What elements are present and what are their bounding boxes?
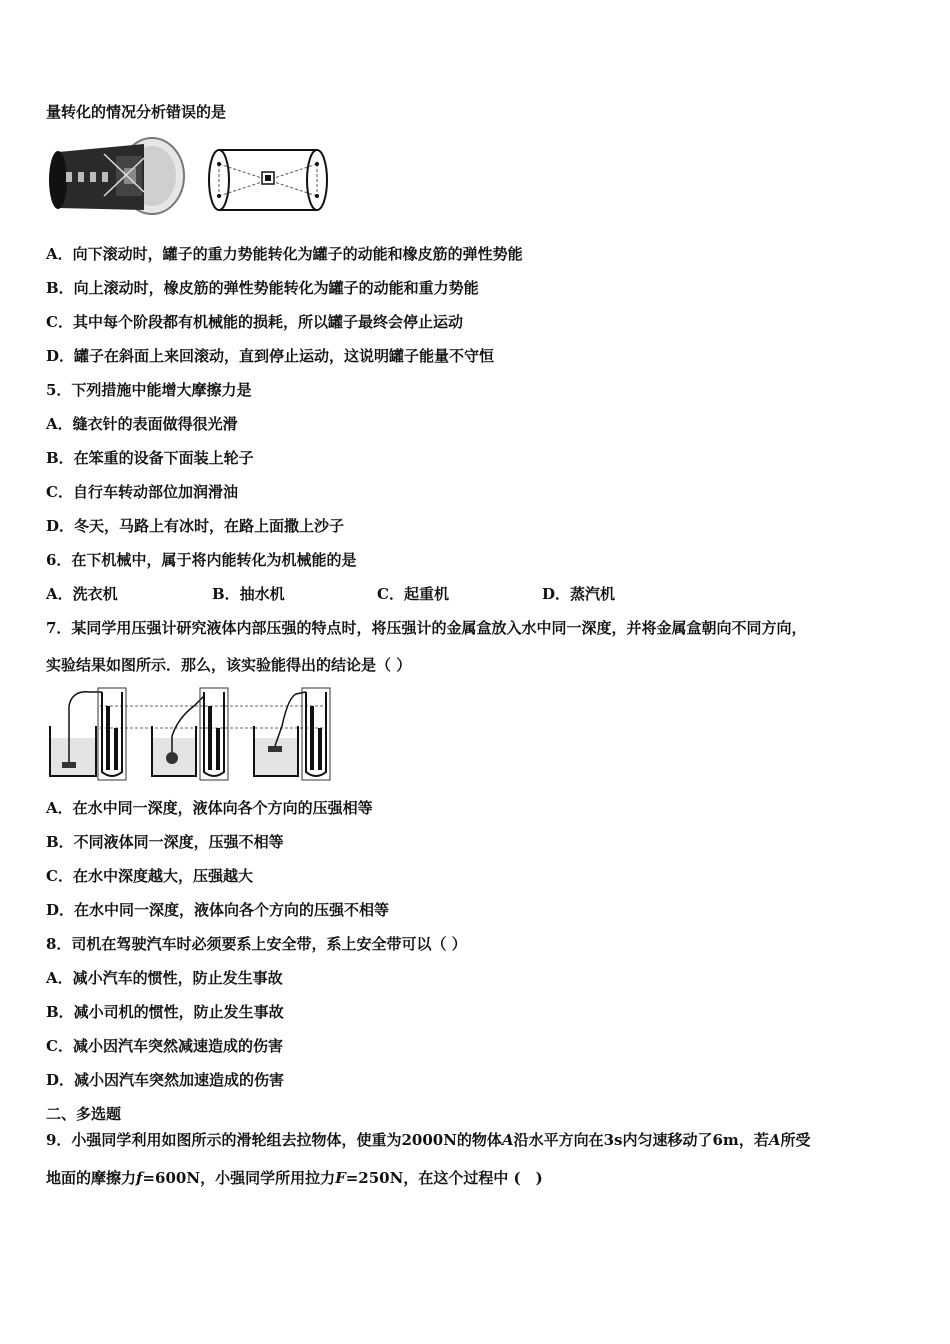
q7-stem-line2: 实验结果如图所示．那么，该实验能得出的结论是（ ） <box>46 656 412 674</box>
q9-weight: 2000N <box>401 1131 457 1149</box>
q9-text-3: 沿水平方向在 <box>513 1131 604 1149</box>
q9-friction-value: =600N <box>142 1169 201 1187</box>
q8-option-c: C．减小因汽车突然减速造成的伤害 <box>46 1037 283 1055</box>
q8-option-b: B．减小司机的惯性，防止发生事故 <box>46 1003 284 1021</box>
q4-option-d: D．罐子在斜面上来回滚动，直到停止运动，这说明罐子能量不守恒 <box>46 347 495 365</box>
q9-object-a-2: A <box>768 1131 781 1149</box>
q7-option-c: C．在水中深度越大，压强越大 <box>46 867 253 885</box>
pressure-gauge-figure <box>44 686 340 782</box>
q7-option-b: B．不同液体同一深度，压强不相等 <box>46 833 284 851</box>
q4-option-a: A．向下滚动时，罐子的重力势能转化为罐子的动能和橡皮筋的弹性势能 <box>46 245 523 263</box>
q9-text-1: 9．小强同学利用如图所示的滑轮组去拉物体，使重为 <box>46 1131 402 1149</box>
q9-force-value: =250N <box>345 1169 404 1187</box>
section-heading-multiple-choice: 二、多选题 <box>46 1105 122 1123</box>
apparatus-1 <box>50 688 126 780</box>
can-schematic <box>209 150 327 210</box>
q4-option-c: C．其中每个阶段都有机械能的损耗，所以罐子最终会停止运动 <box>46 313 463 331</box>
q5-stem: 5．下列措施中能增大摩擦力是 <box>46 381 252 399</box>
q9-text-8: ，小强同学所用拉力 <box>200 1169 336 1187</box>
q9-force-symbol: F <box>335 1169 346 1187</box>
q4-stem-tail: 量转化的情况分析错误的是 <box>46 103 227 121</box>
q5-option-c: C．自行车转动部位加润滑油 <box>46 483 238 501</box>
q9-stem-line2 <box>46 1168 543 1188</box>
q8-stem: 8．司机在驾驶汽车时必须要系上安全带，系上安全带可以（ ） <box>46 935 467 953</box>
q5-option-d: D．冬天，马路上有冰时，在路上面撒上沙子 <box>46 517 345 535</box>
q7-option-d: D．在水中同一深度，液体向各个方向的压强不相等 <box>46 901 390 919</box>
q5-option-a: A．缝衣针的表面做得很光滑 <box>46 415 238 433</box>
rolling-can-figure <box>44 134 334 220</box>
apparatus-3 <box>254 688 330 780</box>
q6-stem: 6．在下机械中，属于将内能转化为机械能的是 <box>46 551 357 569</box>
can-photo <box>49 138 184 214</box>
q9-text-7: 地面的摩擦力 <box>46 1169 137 1187</box>
q9-text-4: 内匀速移动了 <box>622 1131 713 1149</box>
q9-text-6: 所受 <box>780 1131 811 1149</box>
q6-option-c: C．起重机 <box>377 585 449 603</box>
q6-options <box>46 584 666 604</box>
q5-option-b: B．在笨重的设备下面装上轮子 <box>46 449 254 467</box>
q9-text-5: ，若 <box>738 1131 769 1149</box>
q9-object-a: A <box>501 1131 514 1149</box>
q9-friction-symbol: f <box>136 1169 143 1187</box>
q9-distance: 6m <box>712 1131 739 1149</box>
q9-text-2: 的物体 <box>456 1131 502 1149</box>
q8-option-a: A．减小汽车的惯性，防止发生事故 <box>46 969 283 987</box>
q6-option-d: D．蒸汽机 <box>542 585 616 603</box>
q7-stem-line1: 7．某同学用压强计研究液体内部压强的特点时，将压强计的金属盒放入水中同一深度，并将金属盒朝向不同方向， <box>46 619 807 637</box>
q6-option-b: B．抽水机 <box>212 585 285 603</box>
q9-time: 3s <box>603 1131 623 1149</box>
apparatus-2 <box>152 688 228 780</box>
q7-option-a: A．在水中同一深度，液体向各个方向的压强相等 <box>46 799 373 817</box>
q6-option-a: A．洗衣机 <box>46 585 118 603</box>
q9-stem-line1 <box>46 1130 810 1150</box>
q4-option-b: B．向上滚动时，橡皮筋的弹性势能转化为罐子的动能和重力势能 <box>46 279 479 297</box>
q8-option-d: D．减小因汽车突然加速造成的伤害 <box>46 1071 285 1089</box>
q9-text-9: ，在这个过程中 ( ) <box>403 1169 543 1187</box>
